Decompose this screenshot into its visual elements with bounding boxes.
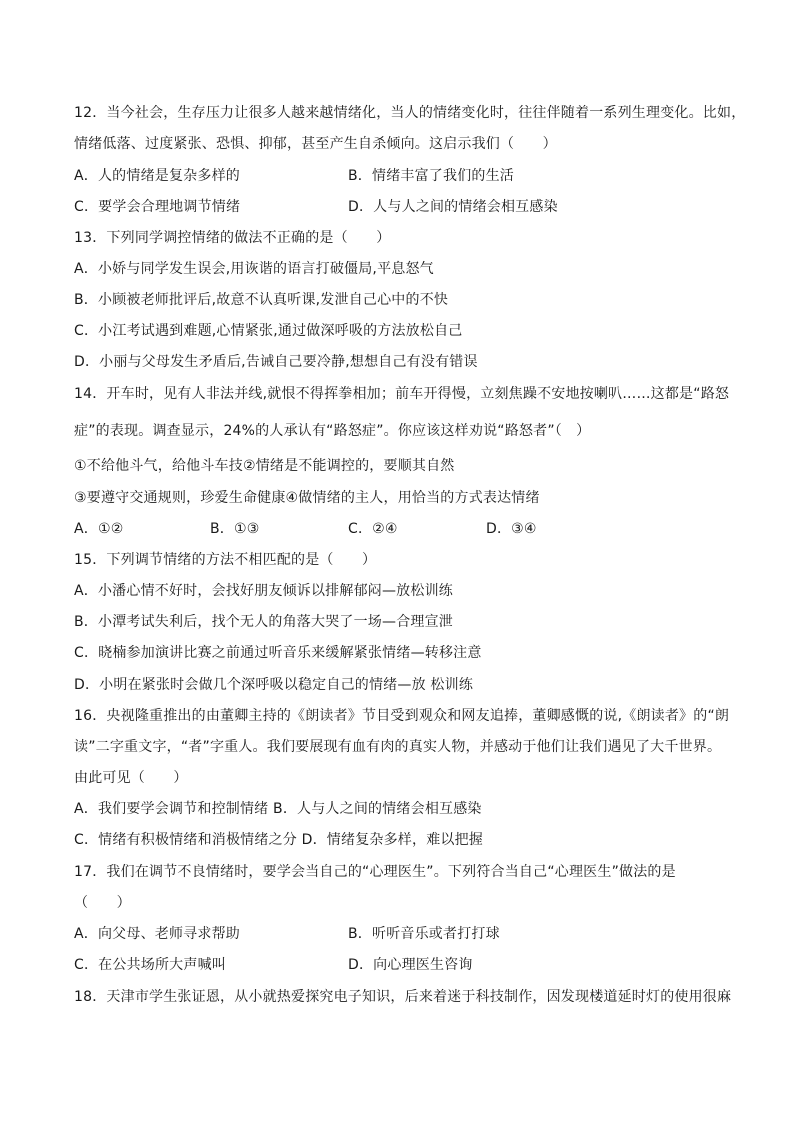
q17-option-d: D．向心理医生咨询	[348, 957, 473, 973]
q14-option-a: A．①②	[74, 521, 124, 537]
q16-options-cd: C．情绪有积极情绪和消极情绪之分 D．情绪复杂多样，难以把握	[74, 832, 484, 848]
q17-option-c: C．在公共场所大声喊叫	[74, 957, 226, 973]
q12-stem-line2: 情绪低落、过度紧张、恐惧、抑郁，甚至产生自杀倾向。这启示我们（ ）	[74, 136, 557, 152]
q14-stem-line1: 14．开车时，见有人非法并线,就恨不得挥拳相加；前车开得慢，立刻焦躁不安地按喇叭……这都是“路怒	[74, 386, 730, 402]
q16-stem-line1: 16．央视隆重推出的由董卿主持的《朗读者》节目受到观众和网友追捧，董卿感慨的说,《朗读者》的“朗	[74, 708, 730, 724]
q12-option-b: B．情绪丰富了我们的生活	[348, 168, 515, 184]
q16-stem-line2: 读”二字重文字，“者”字重人。我们要展现有血有肉的真实人物，并感动于他们让我们遇见了大千世界。	[74, 739, 722, 755]
q14-stem-line2: 症”的表现。调查显示，24%的人承认有“路怒症”。你应该这样劝说“路怒者”（ ）	[74, 423, 591, 439]
q14-option-b: B．①③	[210, 521, 260, 537]
q14-statements-line1: ①不给他斗气，给他斗车技②情绪是不能调控的，要顺其自然	[74, 458, 455, 474]
q15-option-a: A．小潘心情不好时，会找好朋友倾诉以排解郁闷—放松训练	[74, 583, 453, 599]
q12-option-c: C．要学会合理地调节情绪	[74, 199, 241, 215]
q16-stem-line3: 由此可见（ ）	[74, 770, 188, 786]
q17-stem-line2: （ ）	[74, 895, 131, 911]
q13-option-c: C．小江考试遇到难题,心情紧张,通过做深呼吸的方法放松自己	[74, 323, 463, 339]
q16-options-ab: A．我们要学会调节和控制情绪 B．人与人之间的情绪会相互感染	[74, 801, 482, 817]
q15-option-b: B．小潭考试失利后，找个无人的角落大哭了一场—合理宣泄	[74, 614, 454, 630]
q12-stem-line1: 12．当今社会，生存压力让很多人越来越情绪化，当人的情绪变化时，往往伴随着一系列生理变化。比如，	[74, 105, 746, 121]
q14-option-d: D．③④	[486, 521, 537, 537]
q18-stem-line1: 18．天津市学生张证恩，从小就热爱探究电子知识，后来着迷于科技制作，因发现楼道延时灯的使用很麻	[74, 989, 732, 1005]
q12-option-d: D．人与人之间的情绪会相互感染	[348, 199, 558, 215]
q17-option-b: B．听听音乐或者打打球	[348, 926, 500, 942]
q17-stem-line1: 17．我们在调节不良情绪时，要学会当自己的“心理医生”。下列符合当自己“心理医生”做法的是	[74, 864, 676, 880]
q13-option-d: D．小丽与父母发生矛盾后,告诫自己要冷静,想想自己有没有错误	[74, 354, 478, 370]
q17-option-a: A．向父母、老师寻求帮助	[74, 926, 240, 942]
q13-stem: 13．下列同学调控情绪的做法不正确的是（ ）	[74, 230, 391, 246]
q15-option-c: C．晓楠参加演讲比赛之前通过听音乐来缓解紧张情绪—转移注意	[74, 645, 482, 661]
q15-option-d: D．小明在紧张时会做几个深呼吸以稳定自己的情绪—放 松训练	[74, 677, 474, 693]
q14-statements-line2: ③要遵守交通规则，珍爱生命健康④做情绪的主人，用恰当的方式表达情绪	[74, 490, 540, 506]
q15-stem: 15．下列调节情绪的方法不相匹配的是（ ）	[74, 552, 377, 568]
q13-option-a: A．小娇与同学发生误会,用诙谐的语言打破僵局,平息怒气	[74, 261, 434, 277]
q12-option-a: A．人的情绪是复杂多样的	[74, 168, 240, 184]
q13-option-b: B．小顾被老师批评后,故意不认真听课,发泄自己心中的不快	[74, 292, 449, 308]
q14-option-c: C．②④	[348, 521, 398, 537]
